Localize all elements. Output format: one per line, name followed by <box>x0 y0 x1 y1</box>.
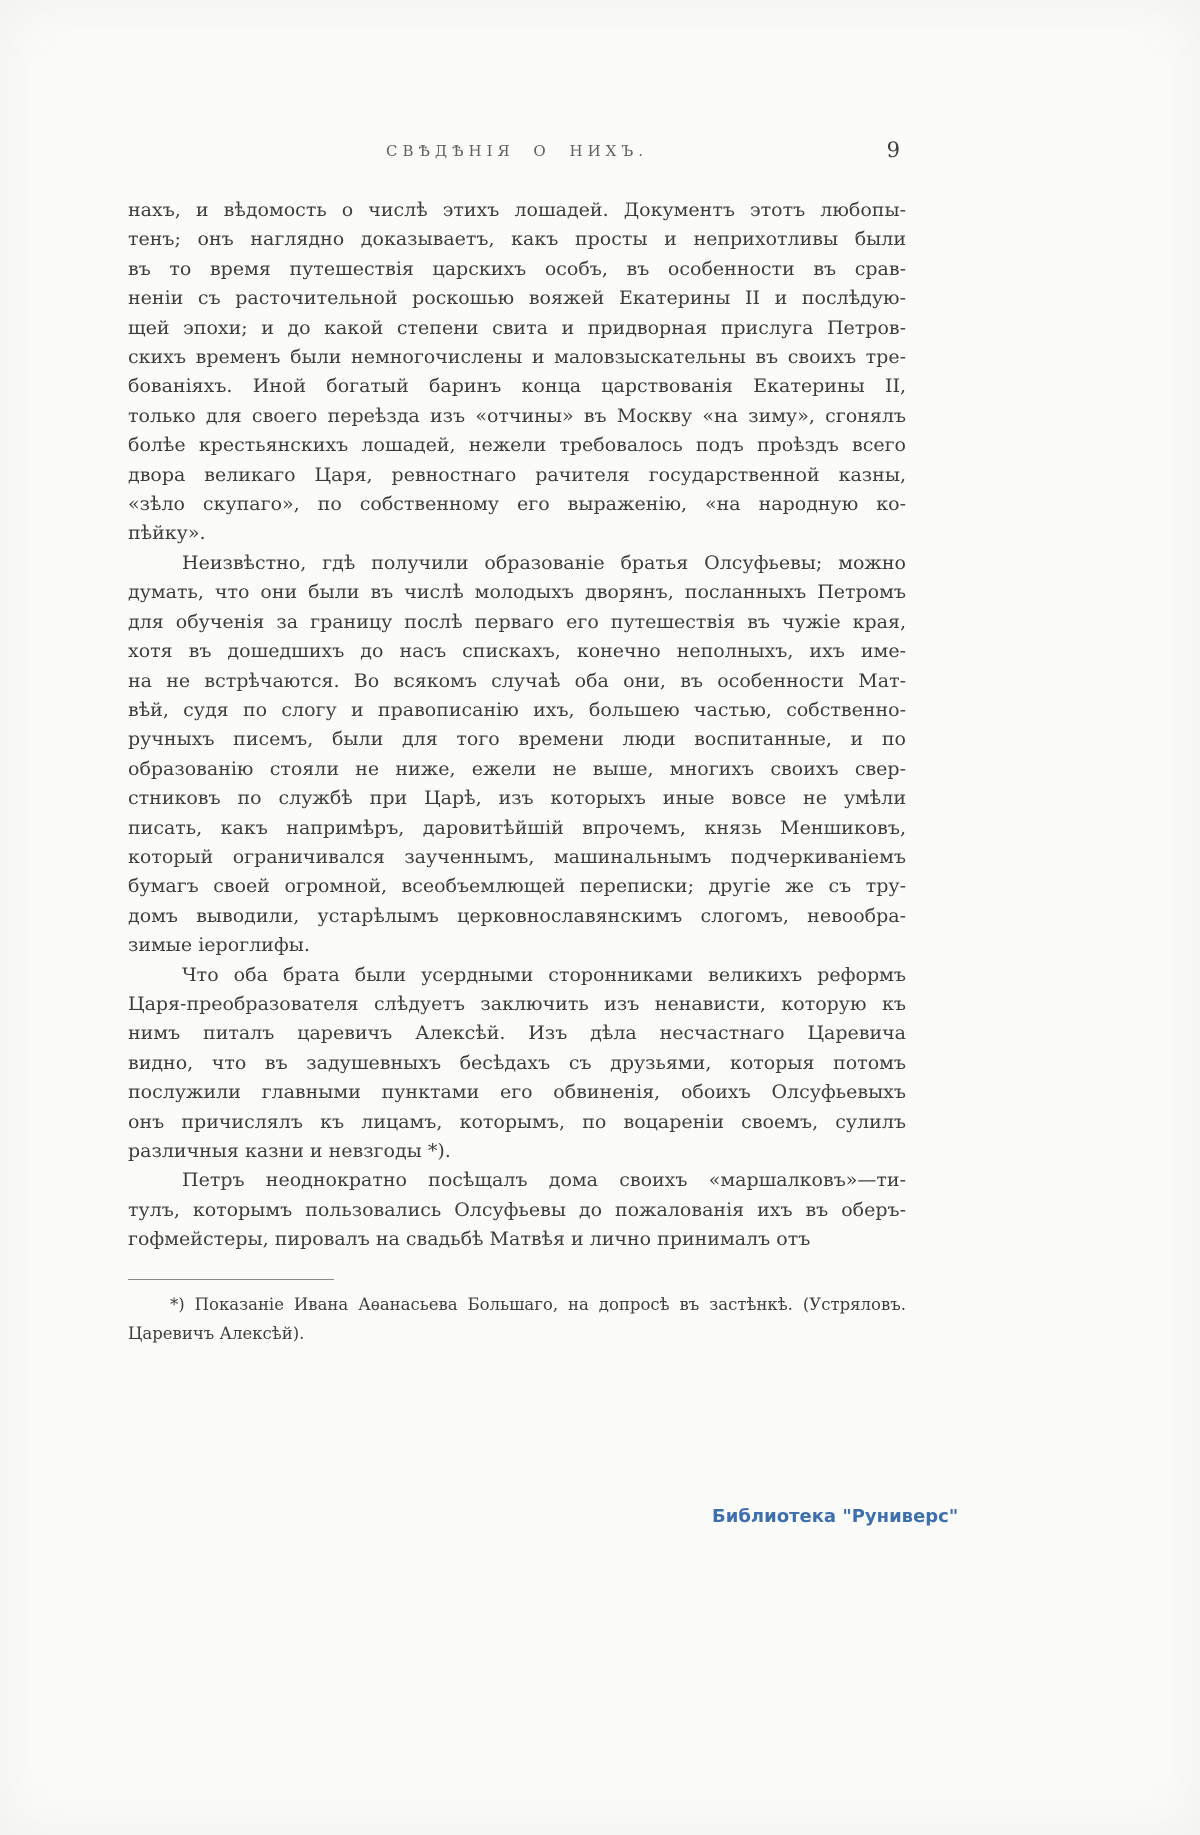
paragraph <box>128 549 906 961</box>
text-line: Петръ неоднократно посѣщалъ дома своихъ «маршалковъ»—ти- <box>182 1169 906 1192</box>
text-line: въ то время путешествія царскихъ особъ, въ особенности въ срав- <box>128 257 906 280</box>
text-line: образованію стояли не ниже, ежели не выше, многихъ своихъ свер- <box>128 757 906 780</box>
text-line: вѣй, судя по слогу и правописанію ихъ, большею частью, собственно- <box>128 698 906 721</box>
text-line: послужили главными пунктами его обвиненія, обоихъ Олсуфьевыхъ <box>128 1081 906 1104</box>
text-line: думать, что они были въ числѣ молодыхъ дворянъ, посланныхъ Петромъ <box>128 581 906 604</box>
text-line: хотя въ дошедшихъ до насъ спискахъ, конечно неполныхъ, ихъ име- <box>128 640 906 663</box>
paragraph <box>128 196 906 549</box>
paragraph <box>128 961 906 1167</box>
text-line: только для своего переѣзда изъ «отчины» въ Москву «на зиму», сгонялъ <box>128 404 906 427</box>
text-line: бумагъ своей огромной, всеобъемлющей переписки; другіе же съ тру- <box>128 875 906 898</box>
text-line: онъ причислялъ къ лицамъ, которымъ, по воцареніи своемъ, сулилъ <box>128 1110 906 1133</box>
text-line: бованіяхъ. Иной богатый баринъ конца царствованія Екатерины II, <box>128 375 906 398</box>
text-line: *) Показаніе Ивана Аѳанасьева Большаго, на допросѣ въ застѣнкѣ. (Устряловъ. <box>170 1294 906 1314</box>
body-text <box>128 196 906 1255</box>
text-line: тенъ; онъ наглядно доказываетъ, какъ просты и неприхотливы были <box>128 228 906 251</box>
text-line: скихъ временъ были немногочислены и маловзыскательны въ своихъ тре- <box>128 346 906 369</box>
text-line: пѣйку». <box>128 522 206 545</box>
text-line: щей эпохи; и до какой степени свита и придворная прислуга Петров- <box>128 316 906 339</box>
text-block <box>128 138 906 1349</box>
text-line: нахъ, и вѣдомость о числѣ этихъ лошадей. Документъ этотъ любопы- <box>128 199 906 221</box>
text-line: стниковъ по службѣ при Царѣ, изъ которыхъ иные вовсе не умѣли <box>128 787 906 810</box>
text-line: гофмейстеры, пировалъ на свадьбѣ Матвѣя и лично принималъ отъ <box>128 1228 811 1251</box>
text-line: различныя казни и невзгоды *). <box>128 1140 451 1162</box>
page-number: 9 <box>886 138 900 162</box>
text-line: двора великаго Царя, ревностнаго рачителя государственной казны, <box>128 463 906 486</box>
text-line: домъ выводили, устарѣлымъ церковнославянскимъ слогомъ, невообра- <box>128 904 906 927</box>
text-line: ручныхъ писемъ, были для того времени люди воспитанные, и по <box>128 728 906 751</box>
text-line: писать, какъ напримѣръ, даровитѣйшій впрочемъ, князь Меншиковъ, <box>128 816 906 839</box>
text-line: «зѣло скупаго», по собственному его выраженію, «на народную ко- <box>128 493 906 516</box>
text-line: на не встрѣчаются. Во всякомъ случаѣ оба они, въ особенности Мат- <box>128 669 906 692</box>
paragraph <box>128 1166 906 1254</box>
text-line: который ограничивался заученнымъ, машинальнымъ подчеркиваніемъ <box>128 845 906 868</box>
text-line: тулъ, которымъ пользовались Олсуфьевы до пожалованія ихъ въ оберъ- <box>128 1198 906 1221</box>
text-line: для обученія за границу послѣ перваго его путешествія въ чужіе края, <box>128 610 906 633</box>
footnote-divider <box>128 1279 334 1280</box>
library-watermark: Библиотека "Руниверс" <box>712 1506 959 1527</box>
text-line: Царевичъ Алексѣй). <box>128 1324 305 1344</box>
text-line: Неизвѣстно, гдѣ получили образованіе братья Олсуфьевы; можно <box>182 551 906 574</box>
text-line: болѣе крестьянскихъ лошадей, нежели требовалось подъ проѣздъ всего <box>128 434 906 457</box>
text-line: Царя-преобразователя слѣдуетъ заключить изъ ненависти, которую къ <box>128 992 906 1015</box>
text-line: нимъ питалъ царевичъ Алексѣй. Изъ дѣла несчастнаго Царевича <box>128 1022 906 1045</box>
text-line: неніи съ расточительной роскошью вояжей Екатерины II и послѣдую- <box>128 287 906 310</box>
running-title: СВѢДѢНІЯ О НИХЪ. <box>385 142 649 160</box>
page-header <box>128 138 906 170</box>
text-line: Что оба брата были усердными сторонниками великихъ реформъ <box>182 963 906 986</box>
footnote <box>128 1291 906 1350</box>
text-line: зимые іероглифы. <box>128 934 310 957</box>
text-line: видно, что въ задушевныхъ бесѣдахъ съ друзьями, которыя потомъ <box>128 1051 906 1074</box>
